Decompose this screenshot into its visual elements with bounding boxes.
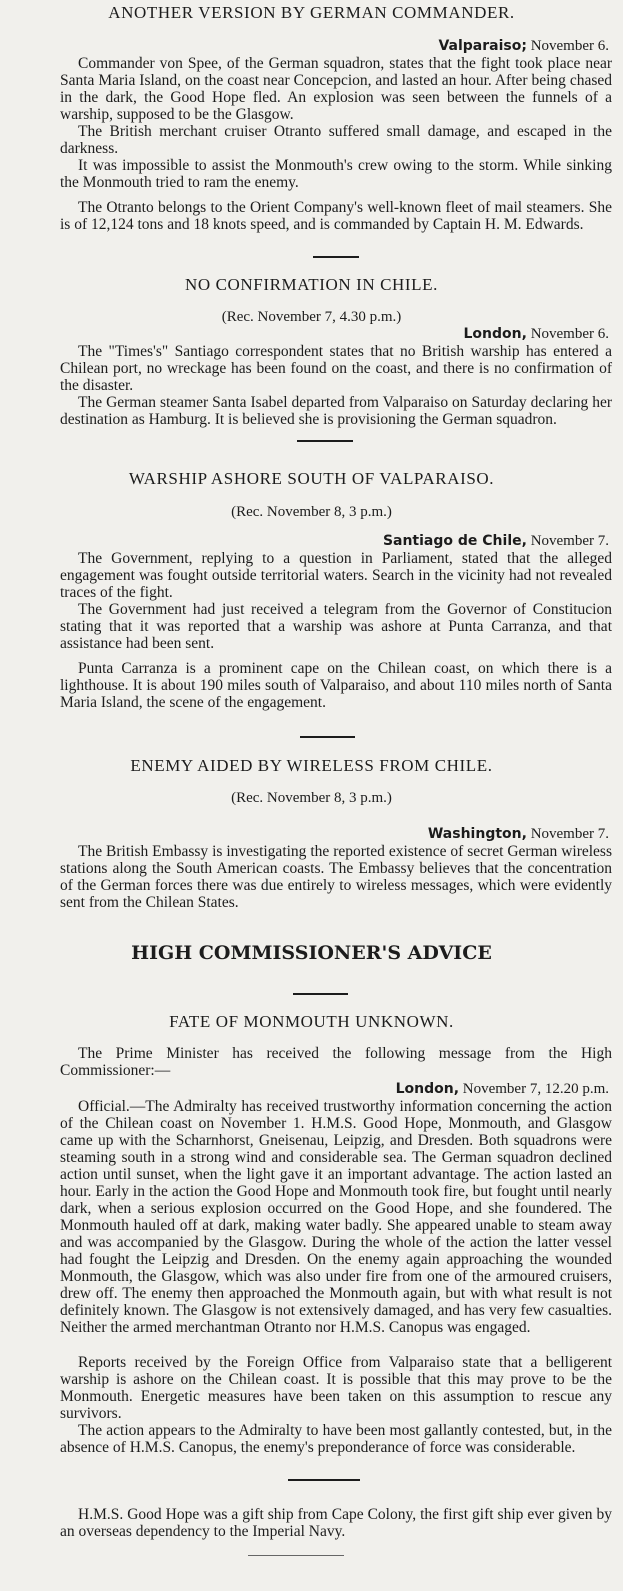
dateline-place: Santiago de Chile, bbox=[382, 533, 527, 549]
paragraph: The German steamer Santa Isabel departed from Valparaiso on Saturday declaring her destination as Hamburg. It is believed she is provisioning the German squadron. bbox=[60, 394, 612, 428]
dateline-date: November 6. bbox=[530, 38, 609, 54]
dateline-date: November 7, 12.20 p.m. bbox=[462, 1081, 609, 1097]
section-divider bbox=[300, 736, 355, 738]
bottom-divider bbox=[248, 1555, 344, 1556]
heading-fate-of-monmouth: FATE OF MONMOUTH UNKNOWN. bbox=[169, 1012, 454, 1031]
dateline-place: London, bbox=[463, 326, 527, 342]
heading-high-commissioner: HIGH COMMISSIONER'S ADVICE bbox=[131, 942, 492, 964]
paragraph: The Government had just received a telegram from the Governor of Constitucion stating that it was reported that a warship was ashore at Punta Carranza, and that assistance had been sent. bbox=[60, 601, 612, 652]
section-divider bbox=[313, 256, 359, 258]
paragraph: Punta Carranza is a prominent cape on the Chilean coast, on which there is a lighthouse. It is about 190 miles south of Valparaiso, and about 110 miles north of Santa Maria Island, the scene of the engagement. bbox=[60, 660, 612, 711]
received-time: (Rec. November 7, 4.30 p.m.) bbox=[221, 309, 402, 325]
dateline-date: November 7. bbox=[530, 826, 609, 842]
section-divider bbox=[293, 993, 348, 995]
dateline-washington bbox=[428, 826, 609, 843]
heading-enemy-aided: ENEMY AIDED BY WIRELESS FROM CHILE. bbox=[130, 756, 493, 775]
dateline-place: London, bbox=[395, 1081, 460, 1097]
dateline-london bbox=[396, 1081, 609, 1098]
heading-german-commander: ANOTHER VERSION BY GERMAN COMMANDER. bbox=[108, 3, 515, 22]
heading-no-confirmation: NO CONFIRMATION IN CHILE. bbox=[185, 275, 438, 294]
paragraph: It was impossible to assist the Monmouth's crew owing to the storm. While sinking the Monmouth tried to ram the enemy. bbox=[60, 157, 612, 191]
paragraph: The "Times's" Santiago correspondent states that no British warship has entered a Chilean port, no wreckage has been found on the coast, and there is no confirmation of the disaster. bbox=[60, 343, 612, 394]
dateline-santiago bbox=[383, 533, 609, 550]
dateline-london bbox=[464, 326, 610, 343]
paragraph: Official.—The Admiralty has received trustworthy information concerning the action of the Chilean coast on November 1. H.M.S. Good Hope, Monmouth, and Glasgow came up with the Scharnhorst, Gneisenau, Leipzig, and Dresden. Both squadrons were steaming south in a strong wind and considerable sea. The German squadron declined action until sunset, when the light gave it an important advantage. The action lasted an hour. Early in the action the Good Hope and Monmouth took fire, but fought until nearly dark, when a serious explosion occurred on the Good Hope, and she foundered. The Monmouth hauled off at dark, making water badly. She appeared unable to steam away and was accompanied by the Glasgow. During the whole of the action the latter vessel had fought the Leipzig and Dresden. On the enemy again approaching the wounded Monmouth, the Glasgow, which was also under fire from one of the armoured cruisers, drew off. The enemy then approached the Monmouth again, but with what result is not definitely known. The Glasgow is not extensively damaged, and has very few casualties. Neither the armed merchantman Otranto nor H.M.S. Canopus was engaged. bbox=[60, 1098, 612, 1336]
received-time: (Rec. November 8, 3 p.m.) bbox=[231, 790, 392, 806]
dateline-date: November 7. bbox=[530, 533, 609, 549]
paragraph: The action appears to the Admiralty to have been most gallantly contested, but, in the absence of H.M.S. Canopus, the enemy's preponderance of force was considerable. bbox=[60, 1422, 612, 1456]
paragraph: The British Embassy is investigating the reported existence of secret German wireless stations along the South American coasts. The Embassy believes that the concentration of the German forces there was due entirely to wireless messages, which were evidently sent from the Chilean States. bbox=[60, 843, 612, 911]
section-divider bbox=[297, 440, 353, 442]
paragraph: H.M.S. Good Hope was a gift ship from Cape Colony, the first gift ship ever given by an overseas dependency to the Imperial Navy. bbox=[60, 1506, 612, 1540]
received-time: (Rec. November 8, 3 p.m.) bbox=[231, 504, 392, 520]
paragraph: The Otranto belongs to the Orient Company's well-known fleet of mail steamers. She is of 12,124 tons and 18 knots speed, and is commanded by Captain H. M. Edwards. bbox=[60, 199, 612, 233]
heading-warship-ashore: WARSHIP ASHORE SOUTH OF VALPARAISO. bbox=[128, 469, 495, 488]
dateline-date: November 6. bbox=[530, 326, 609, 342]
dateline-place: Valparaiso; bbox=[438, 38, 527, 54]
paragraph: Reports received by the Foreign Office from Valparaiso state that a belligerent warship is ashore on the Chilean coast. It is possible that this may prove to be the Monmouth. Energetic measures have been taken on this assumption to rescue any survivors. bbox=[60, 1354, 612, 1422]
paragraph: Commander von Spee, of the German squadron, states that the fight took place near Santa Maria Island, on the coast near Concepcion, and lasted an hour. After being chased in the dark, the Good Hope fled. An explosion was seen between the funnels of a warship, supposed to be the Glasgow. bbox=[60, 55, 612, 123]
dateline-valparaiso bbox=[438, 38, 609, 55]
paragraph-intro: The Prime Minister has received the following message from the High Commissioner:— bbox=[60, 1045, 612, 1079]
paragraph: The Government, replying to a question in Parliament, stated that the alleged engagement was fought outside territorial waters. Search in the vicinity had not revealed traces of the fight. bbox=[60, 550, 612, 601]
paragraph: The British merchant cruiser Otranto suffered small damage, and escaped in the darkness. bbox=[60, 123, 612, 157]
section-divider bbox=[288, 1479, 360, 1481]
dateline-place: Washington, bbox=[427, 826, 527, 842]
